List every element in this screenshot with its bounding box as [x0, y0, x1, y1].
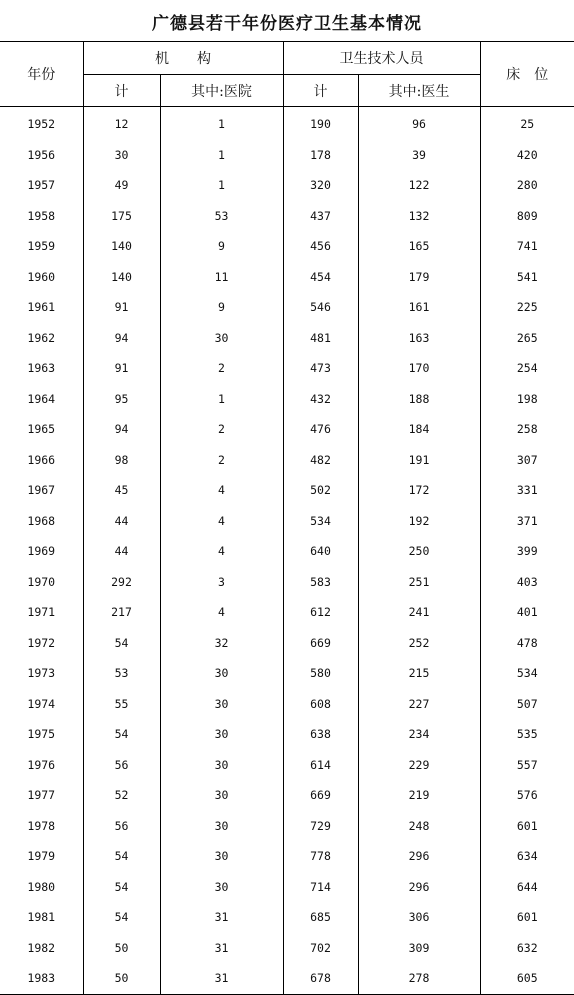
year-cell: 1983 — [27, 971, 56, 986]
doctors-cell: 188 — [358, 384, 480, 415]
hospitals-cell: 53 — [160, 201, 283, 232]
beds-cell: 399 — [480, 536, 574, 567]
doctors-cell: 191 — [358, 445, 480, 476]
year-cell: 1959 — [27, 239, 56, 254]
table-row — [0, 323, 574, 354]
institutions-total-cell: 56 — [83, 811, 160, 842]
institutions-total-cell: 45 — [83, 475, 160, 506]
doctors-cell: 248 — [358, 811, 480, 842]
year-cell: 1976 — [27, 757, 56, 772]
header-institutions-hospitals: 其中:医院 — [160, 75, 283, 107]
hospitals-cell: 2 — [160, 445, 283, 476]
beds-cell: 557 — [480, 750, 574, 781]
hospitals-cell: 1 — [160, 107, 283, 140]
table-row — [0, 292, 574, 323]
hospitals-cell: 30 — [160, 719, 283, 750]
table-row — [0, 902, 574, 933]
doctors-cell: 278 — [358, 963, 480, 994]
institutions-total-cell: 54 — [83, 872, 160, 903]
hospitals-cell: 32 — [160, 628, 283, 659]
institutions-total-cell: 54 — [83, 902, 160, 933]
table-row — [0, 170, 574, 201]
table-row — [0, 841, 574, 872]
year-cell: 1978 — [27, 818, 56, 833]
institutions-total-cell: 44 — [83, 536, 160, 567]
staff-total-cell: 190 — [283, 107, 358, 140]
header-institutions: 机 构 — [83, 42, 283, 75]
staff-total-cell: 685 — [283, 902, 358, 933]
beds-cell: 541 — [480, 262, 574, 293]
institutions-total-cell: 91 — [83, 353, 160, 384]
doctors-cell: 306 — [358, 902, 480, 933]
hospitals-cell: 30 — [160, 658, 283, 689]
institutions-total-cell: 56 — [83, 750, 160, 781]
institutions-total-cell: 91 — [83, 292, 160, 323]
year-cell: 1967 — [27, 483, 56, 498]
table-row — [0, 689, 574, 720]
institutions-total-cell: 12 — [83, 107, 160, 140]
staff-total-cell: 678 — [283, 963, 358, 994]
table-row — [0, 628, 574, 659]
table-row — [0, 262, 574, 293]
year-cell: 1956 — [27, 147, 56, 162]
doctors-cell: 122 — [358, 170, 480, 201]
staff-total-cell: 580 — [283, 658, 358, 689]
year-cell: 1973 — [27, 666, 56, 681]
year-cell: 1974 — [27, 696, 56, 711]
year-cell: 1975 — [27, 727, 56, 742]
staff-total-cell: 432 — [283, 384, 358, 415]
staff-total-cell: 778 — [283, 841, 358, 872]
year-cell: 1981 — [27, 910, 56, 925]
staff-total-cell: 638 — [283, 719, 358, 750]
year-cell: 1964 — [27, 391, 56, 406]
table-row — [0, 536, 574, 567]
doctors-cell: 215 — [358, 658, 480, 689]
hospitals-cell: 9 — [160, 231, 283, 262]
beds-cell: 534 — [480, 658, 574, 689]
staff-total-cell: 456 — [283, 231, 358, 262]
beds-cell: 371 — [480, 506, 574, 537]
doctors-cell: 309 — [358, 933, 480, 964]
institutions-total-cell: 44 — [83, 506, 160, 537]
table-row — [0, 506, 574, 537]
table-row — [0, 353, 574, 384]
beds-cell: 331 — [480, 475, 574, 506]
header-staff-doctors: 其中:医生 — [358, 75, 480, 107]
hospitals-cell: 30 — [160, 780, 283, 811]
year-cell: 1977 — [27, 788, 56, 803]
table-row — [0, 658, 574, 689]
staff-total-cell: 608 — [283, 689, 358, 720]
doctors-cell: 170 — [358, 353, 480, 384]
beds-cell: 420 — [480, 140, 574, 171]
doctors-cell: 234 — [358, 719, 480, 750]
table-row — [0, 719, 574, 750]
year-cell: 1960 — [27, 269, 56, 284]
beds-cell: 478 — [480, 628, 574, 659]
staff-total-cell: 534 — [283, 506, 358, 537]
beds-cell: 601 — [480, 811, 574, 842]
year-cell: 1962 — [27, 330, 56, 345]
table-row — [0, 933, 574, 964]
doctors-cell: 250 — [358, 536, 480, 567]
staff-total-cell: 502 — [283, 475, 358, 506]
table-row — [0, 414, 574, 445]
staff-total-cell: 729 — [283, 811, 358, 842]
staff-total-cell: 612 — [283, 597, 358, 628]
institutions-total-cell: 94 — [83, 323, 160, 354]
doctors-cell: 161 — [358, 292, 480, 323]
hospitals-cell: 1 — [160, 140, 283, 171]
hospitals-cell: 31 — [160, 963, 283, 994]
institutions-total-cell: 30 — [83, 140, 160, 171]
hospitals-cell: 2 — [160, 353, 283, 384]
table-row — [0, 201, 574, 232]
table-row — [0, 231, 574, 262]
institutions-total-cell: 217 — [83, 597, 160, 628]
year-cell: 1965 — [27, 422, 56, 437]
staff-total-cell: 714 — [283, 872, 358, 903]
year-cell: 1963 — [27, 361, 56, 376]
hospitals-cell: 30 — [160, 811, 283, 842]
health-statistics-table — [0, 41, 574, 995]
table-row — [0, 963, 574, 994]
institutions-total-cell: 95 — [83, 384, 160, 415]
institutions-total-cell: 175 — [83, 201, 160, 232]
beds-cell: 741 — [480, 231, 574, 262]
staff-total-cell: 482 — [283, 445, 358, 476]
doctors-cell: 251 — [358, 567, 480, 598]
year-cell: 1957 — [27, 178, 56, 193]
header-beds: 床 位 — [480, 42, 574, 107]
doctors-cell: 252 — [358, 628, 480, 659]
staff-total-cell: 702 — [283, 933, 358, 964]
institutions-total-cell: 140 — [83, 262, 160, 293]
hospitals-cell: 30 — [160, 750, 283, 781]
table-row — [0, 750, 574, 781]
beds-cell: 307 — [480, 445, 574, 476]
year-cell: 1972 — [27, 635, 56, 650]
table-row — [0, 872, 574, 903]
institutions-total-cell: 54 — [83, 719, 160, 750]
table-row — [0, 597, 574, 628]
staff-total-cell: 320 — [283, 170, 358, 201]
hospitals-cell: 30 — [160, 323, 283, 354]
beds-cell: 258 — [480, 414, 574, 445]
hospitals-cell: 30 — [160, 841, 283, 872]
staff-total-cell: 669 — [283, 780, 358, 811]
institutions-total-cell: 94 — [83, 414, 160, 445]
beds-cell: 632 — [480, 933, 574, 964]
doctors-cell: 172 — [358, 475, 480, 506]
beds-cell: 644 — [480, 872, 574, 903]
institutions-total-cell: 52 — [83, 780, 160, 811]
doctors-cell: 163 — [358, 323, 480, 354]
beds-cell: 254 — [480, 353, 574, 384]
hospitals-cell: 11 — [160, 262, 283, 293]
year-cell: 1958 — [27, 208, 56, 223]
hospitals-cell: 1 — [160, 384, 283, 415]
institutions-total-cell: 55 — [83, 689, 160, 720]
table-row — [0, 107, 574, 140]
staff-total-cell: 454 — [283, 262, 358, 293]
beds-cell: 535 — [480, 719, 574, 750]
header-staff-total: 计 — [283, 75, 358, 107]
staff-total-cell: 437 — [283, 201, 358, 232]
institutions-total-cell: 292 — [83, 567, 160, 598]
year-cell: 1968 — [27, 513, 56, 528]
table-body — [0, 107, 574, 995]
header-institutions-total: 计 — [83, 75, 160, 107]
hospitals-cell: 30 — [160, 689, 283, 720]
doctors-cell: 184 — [358, 414, 480, 445]
institutions-total-cell: 54 — [83, 841, 160, 872]
table-row — [0, 384, 574, 415]
hospitals-cell: 2 — [160, 414, 283, 445]
year-cell: 1971 — [27, 605, 56, 620]
staff-total-cell: 473 — [283, 353, 358, 384]
hospitals-cell: 4 — [160, 475, 283, 506]
beds-cell: 601 — [480, 902, 574, 933]
doctors-cell: 296 — [358, 872, 480, 903]
year-cell: 1969 — [27, 544, 56, 559]
hospitals-cell: 30 — [160, 872, 283, 903]
doctors-cell: 227 — [358, 689, 480, 720]
beds-cell: 280 — [480, 170, 574, 201]
staff-total-cell: 640 — [283, 536, 358, 567]
year-cell: 1970 — [27, 574, 56, 589]
beds-cell: 809 — [480, 201, 574, 232]
doctors-cell: 296 — [358, 841, 480, 872]
doctors-cell: 219 — [358, 780, 480, 811]
doctors-cell: 229 — [358, 750, 480, 781]
beds-cell: 605 — [480, 963, 574, 994]
hospitals-cell: 4 — [160, 536, 283, 567]
hospitals-cell: 1 — [160, 170, 283, 201]
beds-cell: 401 — [480, 597, 574, 628]
year-cell: 1980 — [27, 879, 56, 894]
year-cell: 1982 — [27, 940, 56, 955]
table-row — [0, 140, 574, 171]
table-title: 广德县若干年份医疗卫生基本情况 — [152, 14, 422, 34]
table-row — [0, 445, 574, 476]
beds-cell: 634 — [480, 841, 574, 872]
institutions-total-cell: 49 — [83, 170, 160, 201]
hospitals-cell: 31 — [160, 902, 283, 933]
staff-total-cell: 583 — [283, 567, 358, 598]
beds-cell: 576 — [480, 780, 574, 811]
institutions-total-cell: 50 — [83, 963, 160, 994]
hospitals-cell: 3 — [160, 567, 283, 598]
staff-total-cell: 669 — [283, 628, 358, 659]
year-cell: 1966 — [27, 452, 56, 467]
doctors-cell: 39 — [358, 140, 480, 171]
staff-total-cell: 476 — [283, 414, 358, 445]
year-cell: 1961 — [27, 300, 56, 315]
table-row — [0, 780, 574, 811]
doctors-cell: 179 — [358, 262, 480, 293]
staff-total-cell: 614 — [283, 750, 358, 781]
table-row — [0, 475, 574, 506]
table-row — [0, 811, 574, 842]
header-medical-staff: 卫生技术人员 — [283, 42, 480, 75]
beds-cell: 403 — [480, 567, 574, 598]
institutions-total-cell: 54 — [83, 628, 160, 659]
doctors-cell: 165 — [358, 231, 480, 262]
beds-cell: 198 — [480, 384, 574, 415]
beds-cell: 25 — [480, 107, 574, 140]
doctors-cell: 132 — [358, 201, 480, 232]
hospitals-cell: 31 — [160, 933, 283, 964]
staff-total-cell: 481 — [283, 323, 358, 354]
staff-total-cell: 178 — [283, 140, 358, 171]
institutions-total-cell: 50 — [83, 933, 160, 964]
doctors-cell: 192 — [358, 506, 480, 537]
doctors-cell: 241 — [358, 597, 480, 628]
institutions-total-cell: 53 — [83, 658, 160, 689]
year-cell: 1952 — [27, 117, 56, 132]
hospitals-cell: 4 — [160, 597, 283, 628]
institutions-total-cell: 140 — [83, 231, 160, 262]
hospitals-cell: 9 — [160, 292, 283, 323]
institutions-total-cell: 98 — [83, 445, 160, 476]
doctors-cell: 96 — [358, 107, 480, 140]
year-cell: 1979 — [27, 849, 56, 864]
hospitals-cell: 4 — [160, 506, 283, 537]
beds-cell: 225 — [480, 292, 574, 323]
staff-total-cell: 546 — [283, 292, 358, 323]
beds-cell: 265 — [480, 323, 574, 354]
beds-cell: 507 — [480, 689, 574, 720]
header-year: 年份 — [0, 42, 83, 107]
table-row — [0, 567, 574, 598]
